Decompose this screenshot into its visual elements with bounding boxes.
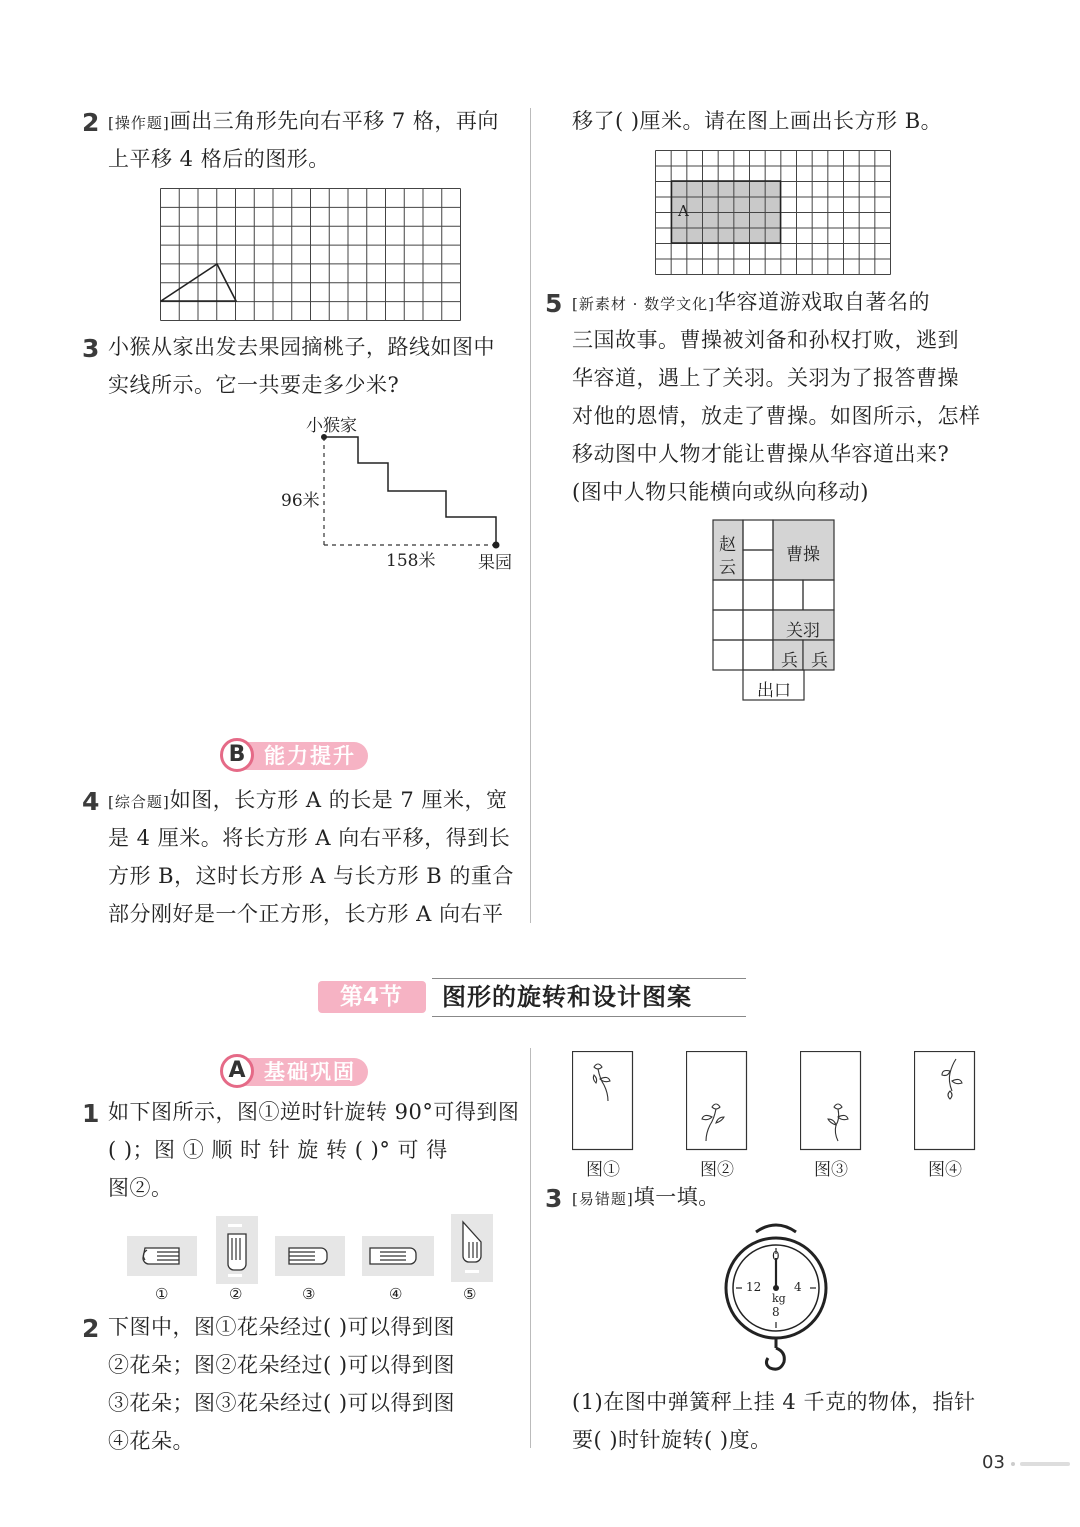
question-text: 部分刚好是一个正方形，长方形 A 向右平 bbox=[108, 902, 504, 926]
section-header bbox=[318, 978, 748, 1020]
question-text: (图中人物只能横向或纵向移动) bbox=[572, 480, 869, 504]
triangle-grid-diagram bbox=[160, 188, 462, 322]
question-text: [新素材 · 数学文化]华容道游戏取自著名的 bbox=[572, 290, 931, 314]
width-label: 158米 bbox=[386, 551, 436, 571]
question-text: ②花朵；图②花朵经过( )可以得到图 bbox=[108, 1353, 456, 1377]
section-header-rule-bottom bbox=[432, 1016, 746, 1017]
section-b-badge bbox=[220, 738, 390, 772]
question-text: ③花朵；图③花朵经过( )可以得到图 bbox=[108, 1391, 456, 1415]
exit-label: 出口 bbox=[757, 681, 791, 701]
question-text: [操作题]画出三角形先向右平移 7 格，再向 bbox=[108, 109, 499, 133]
figure-label: ③ bbox=[302, 1285, 316, 1303]
flower-card-2 bbox=[686, 1051, 748, 1151]
section-letter: A bbox=[220, 1054, 254, 1088]
zhaoyun-label-1: 赵 bbox=[719, 535, 736, 555]
hand-figure-4 bbox=[362, 1236, 434, 1276]
question-number: 2 bbox=[82, 1314, 100, 1343]
route-staircase bbox=[324, 437, 496, 545]
flower-card-4 bbox=[914, 1051, 976, 1151]
question-text: 对他的恩情，放走了曹操。如图所示，怎样 bbox=[572, 404, 981, 428]
section-title: 图形的旋转和设计图案 bbox=[442, 983, 692, 1011]
scale-unit: kg bbox=[772, 1292, 786, 1305]
column-divider-top bbox=[530, 108, 531, 923]
page-number-dot bbox=[1011, 1462, 1015, 1466]
question-text: 图②。 bbox=[108, 1176, 173, 1200]
hand-figure-5 bbox=[451, 1214, 493, 1282]
question-text: 小猴从家出发去果园摘桃子，路线如图中 bbox=[108, 335, 495, 359]
scale-mark-right: 4 bbox=[794, 1280, 802, 1294]
flower-card-1 bbox=[572, 1051, 634, 1151]
question-number: 3 bbox=[545, 1184, 563, 1213]
question-number: 4 bbox=[82, 787, 100, 816]
column-divider-bottom bbox=[530, 1048, 531, 1448]
question-number: 1 bbox=[82, 1099, 100, 1128]
question-number: 5 bbox=[545, 289, 563, 318]
figure-label: ② bbox=[229, 1285, 243, 1303]
question-text: ④花朵。 bbox=[108, 1429, 194, 1453]
question-tag: [操作题] bbox=[108, 114, 170, 132]
scale-mark-left: 12 bbox=[746, 1280, 762, 1294]
home-label: 小猴家 bbox=[306, 416, 357, 436]
section-a-badge bbox=[220, 1054, 390, 1088]
page-number-bar bbox=[1020, 1462, 1070, 1466]
question-text: [易错题]填一填。 bbox=[572, 1185, 720, 1209]
question-text: 实线所示。它一共要走多少米? bbox=[108, 373, 400, 397]
scale-mark-top: 0 bbox=[772, 1249, 780, 1263]
flower-card-3 bbox=[800, 1051, 862, 1151]
question-text: ( )；图 ① 顺 时 针 旋 转 ( )° 可 得 bbox=[108, 1138, 448, 1162]
section-title: 基础巩固 bbox=[242, 1058, 368, 1086]
question-text: 是 4 厘米。将长方形 A 向右平移，得到长 bbox=[108, 826, 511, 850]
section-title: 能力提升 bbox=[242, 742, 368, 770]
question-text: (1)在图中弹簧秤上挂 4 千克的物体，指针 bbox=[572, 1390, 976, 1414]
question-text: 上平移 4 格后的图形。 bbox=[108, 147, 330, 171]
scale-mark-bottom: 8 bbox=[772, 1305, 780, 1319]
figure-label: ① bbox=[155, 1285, 169, 1303]
section-number: 第4节 bbox=[340, 984, 403, 1010]
caocao-label: 曹操 bbox=[786, 545, 820, 565]
question-tag: [易错题] bbox=[572, 1190, 634, 1208]
question-number: 3 bbox=[82, 334, 100, 363]
hand-figure-1 bbox=[127, 1236, 197, 1276]
question-text: 要( )时针旋转( )度。 bbox=[572, 1428, 772, 1452]
question-tag: [新素材 · 数学文化] bbox=[572, 295, 716, 313]
rectangle-grid-diagram bbox=[655, 150, 893, 276]
figure-label: ⑤ bbox=[463, 1285, 477, 1303]
question-text: [综合题]如图，长方形 A 的长是 7 厘米，宽 bbox=[108, 788, 508, 812]
question-text: 移了( )厘米。请在图上画出长方形 B。 bbox=[572, 109, 943, 133]
question-text: 华容道，遇上了关羽。关羽为了报答曹操 bbox=[572, 366, 959, 390]
question-text: 方形 B，这时长方形 A 与长方形 B 的重合 bbox=[108, 864, 514, 888]
question-text: 如下图所示，图①逆时针旋转 90°可得到图 bbox=[108, 1100, 520, 1124]
soldier-label: 兵 bbox=[811, 651, 828, 671]
hand-figure-3 bbox=[275, 1236, 345, 1276]
height-label: 96米 bbox=[281, 491, 320, 511]
flower-label: 图④ bbox=[928, 1160, 962, 1180]
zhaoyun-label-2: 云 bbox=[719, 558, 736, 578]
question-text: 三国故事。曹操被刘备和孙权打败，逃到 bbox=[572, 328, 959, 352]
guanyu-label: 关羽 bbox=[786, 621, 820, 641]
section-letter: B bbox=[220, 738, 254, 772]
page-number: 03 bbox=[982, 1452, 1005, 1473]
flower-label: 图② bbox=[700, 1160, 734, 1180]
rectangle-a-label: A bbox=[678, 202, 689, 220]
question-text: 移动图中人物才能让曹操从华容道出来? bbox=[572, 442, 950, 466]
soldier-label: 兵 bbox=[781, 651, 798, 671]
question-tag: [综合题] bbox=[108, 793, 170, 811]
figure-label: ④ bbox=[389, 1285, 403, 1303]
orchard-label: 果园 bbox=[478, 553, 512, 573]
flower-label: 图① bbox=[586, 1160, 620, 1180]
question-text: 下图中，图①花朵经过( )可以得到图 bbox=[108, 1315, 456, 1339]
hand-figure-2 bbox=[216, 1216, 258, 1284]
section-header-rule-top bbox=[432, 978, 746, 979]
question-number: 2 bbox=[82, 108, 100, 137]
flower-label: 图③ bbox=[814, 1160, 848, 1180]
